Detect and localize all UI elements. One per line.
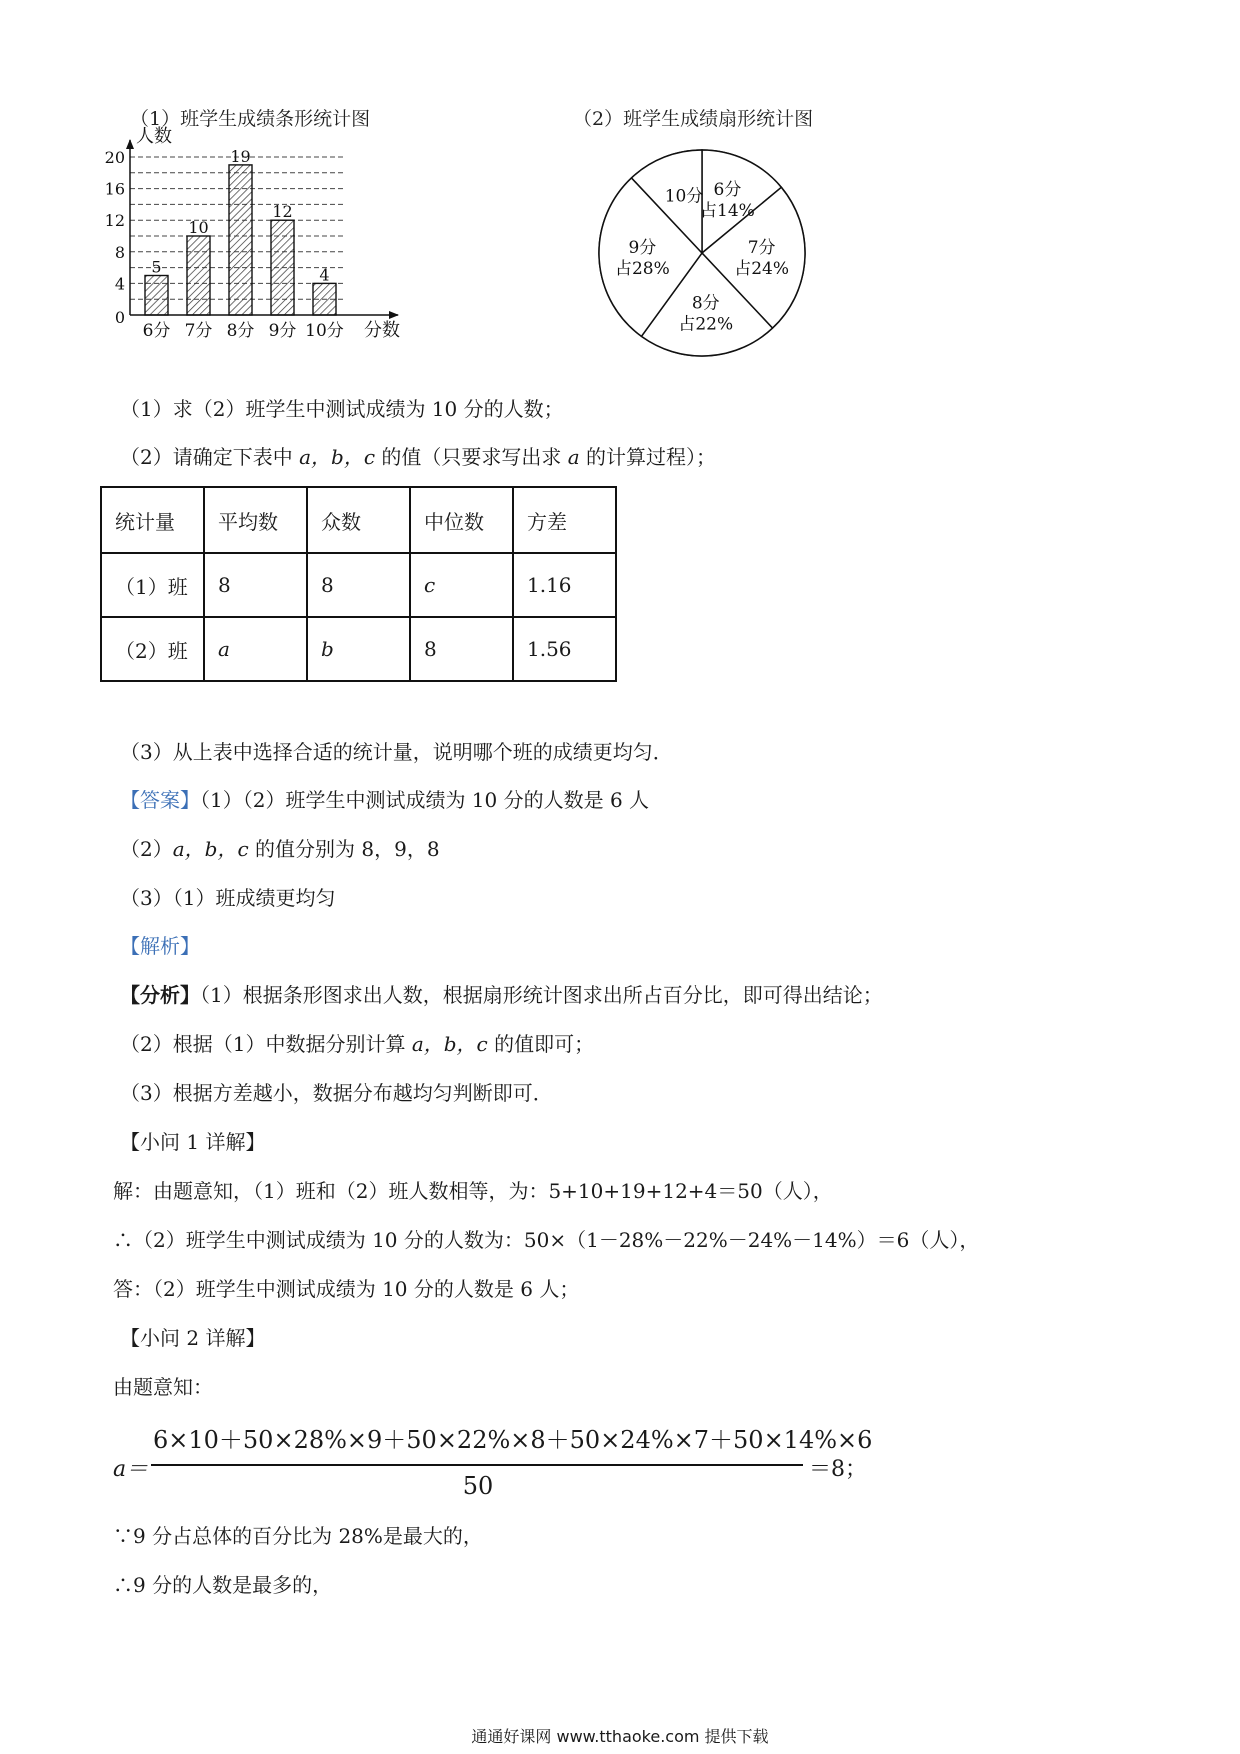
solution-2-line-1: 由题意知： bbox=[113, 1375, 213, 1399]
pie-slice-label: 10分 bbox=[664, 186, 704, 207]
y-tick-label: 20 bbox=[104, 148, 125, 167]
solution-1-line-2: ∴（2）班学生中测试成绩为 10 分的人数为：50×（1－28%－22%－24%－14%）＝6（人）， bbox=[113, 1228, 980, 1252]
bar-value-label: 4 bbox=[319, 265, 330, 285]
answer-1: 【答案】（1）（2）班学生中测试成绩为 10 分的人数是 6 人 bbox=[120, 788, 650, 812]
table-row bbox=[101, 617, 616, 681]
bar-value-label: 12 bbox=[272, 202, 293, 222]
formula bbox=[113, 1420, 873, 1510]
pie-slice-percent: 占28% bbox=[614, 258, 670, 279]
x-axis-arrow bbox=[389, 311, 399, 319]
question-3: （3）从上表中选择合适的统计量，说明哪个班的成绩更均匀． bbox=[120, 740, 673, 764]
pie-slice-percent: 占24% bbox=[734, 258, 790, 279]
pie-slice-label: 6分 bbox=[713, 179, 742, 200]
formula-lhs: a＝ bbox=[113, 1457, 149, 1482]
bar-value-label: 10 bbox=[188, 218, 209, 237]
analysis-step-2: （2）根据（1）中数据分别计算 a，b，c 的值即可； bbox=[120, 1032, 595, 1056]
y-tick-label: 0 bbox=[114, 308, 125, 327]
pie-slice-label: 9分 bbox=[628, 237, 657, 258]
table-cell: （2）班 bbox=[101, 617, 204, 681]
bar bbox=[229, 165, 252, 315]
statistics-table bbox=[100, 486, 617, 682]
solution-2-line-2: ∵9 分占总体的百分比为 28%是最大的， bbox=[113, 1524, 483, 1548]
solution-1-line-3: 答：（2）班学生中测试成绩为 10 分的人数是 6 人； bbox=[113, 1277, 580, 1301]
formula-fraction-bar bbox=[151, 1464, 803, 1466]
question-1: （1）求（2）班学生中测试成绩为 10 分的人数； bbox=[120, 397, 564, 421]
table-cell: 8 bbox=[410, 617, 513, 681]
pie-chart-title: （2）班学生成绩扇形统计图 bbox=[573, 108, 814, 130]
analysis-tag: 【解析】 bbox=[120, 934, 200, 958]
table-row bbox=[101, 553, 616, 617]
analysis-step-3: （3）根据方差越小，数据分布越均匀判断即可． bbox=[120, 1081, 553, 1105]
bar-chart-bars bbox=[145, 165, 336, 315]
y-axis-arrow bbox=[126, 139, 134, 149]
x-tick-label: 8分 bbox=[226, 321, 255, 341]
table-cell: 1.56 bbox=[513, 617, 616, 681]
table-header-cell: 中位数 bbox=[410, 487, 513, 553]
x-axis-label: 分数 bbox=[364, 320, 400, 341]
formula-rhs: ＝8； bbox=[809, 1457, 867, 1482]
table-header-cell: 平均数 bbox=[204, 487, 307, 553]
y-tick-label: 8 bbox=[114, 242, 125, 262]
x-tick-label: 10分 bbox=[305, 321, 344, 341]
table-cell: b bbox=[307, 617, 410, 681]
y-tick-label: 12 bbox=[104, 211, 125, 231]
table-header-cell: 方差 bbox=[513, 487, 616, 553]
sub1-tag: 【小问 1 详解】 bbox=[120, 1130, 266, 1154]
y-axis-label: 人数 bbox=[136, 126, 172, 147]
x-tick-label: 9分 bbox=[268, 321, 297, 341]
sub2-tag: 【小问 2 详解】 bbox=[120, 1326, 266, 1350]
solution-2-line-3: ∴9 分的人数是最多的， bbox=[113, 1573, 333, 1597]
pie-slice-label: 7分 bbox=[747, 237, 776, 258]
table-cell: （1）班 bbox=[101, 553, 204, 617]
table-header-cell: 众数 bbox=[307, 487, 410, 553]
pie-slice-percent: 占22% bbox=[678, 314, 734, 335]
answer-2: （2）a，b，c 的值分别为 8，9，8 bbox=[120, 837, 440, 861]
answer-3: （3）（1）班成绩更均匀 bbox=[120, 886, 336, 910]
table-header-cell: 统计量 bbox=[101, 487, 204, 553]
y-tick-label: 16 bbox=[104, 179, 125, 199]
table-cell: 8 bbox=[204, 553, 307, 617]
formula-denominator: 50 bbox=[462, 1472, 494, 1500]
table-cell: 8 bbox=[307, 553, 410, 617]
y-tick-label: 4 bbox=[114, 274, 125, 294]
page-footer: 通通好课网 www.tthaoke.com 提供下载 bbox=[471, 1727, 769, 1746]
analysis-fenxi: 【分析】（1）根据条形图求出人数，根据扇形统计图求出所占百分比，即可得出结论； bbox=[120, 983, 883, 1007]
table-cell: a bbox=[204, 617, 307, 681]
table-cell: 1.16 bbox=[513, 553, 616, 617]
bar-value-label: 19 bbox=[230, 146, 251, 166]
formula-numerator: 6×10＋50×28%×9＋50×22%×8＋50×24%×7＋50×14%×6 bbox=[153, 1426, 873, 1454]
bar-value-label: 5 bbox=[151, 257, 162, 277]
table-cell: c bbox=[410, 553, 513, 617]
pie-slice-percent: 占14% bbox=[700, 200, 755, 221]
pie-slice-label: 8分 bbox=[691, 293, 720, 314]
bar bbox=[271, 220, 294, 315]
bar-chart-title: （1）班学生成绩条形统计图 bbox=[130, 108, 371, 130]
bar bbox=[187, 236, 210, 315]
bar bbox=[313, 283, 336, 315]
pie-chart bbox=[585, 145, 825, 365]
question-2: （2）请确定下表中 a，b，c 的值（只要求写出求 a 的计算过程）； bbox=[120, 445, 717, 469]
table-header-row bbox=[101, 487, 616, 553]
x-tick-label: 6分 bbox=[142, 321, 171, 341]
bar-chart bbox=[104, 126, 448, 390]
x-tick-label: 7分 bbox=[184, 321, 213, 341]
bar bbox=[145, 276, 168, 316]
solution-1-line-1: 解：由题意知，（1）班和（2）班人数相等，为：5+10+19+12+4＝50（人）， bbox=[113, 1179, 833, 1203]
answer-tag: 【答案】 bbox=[120, 788, 200, 812]
